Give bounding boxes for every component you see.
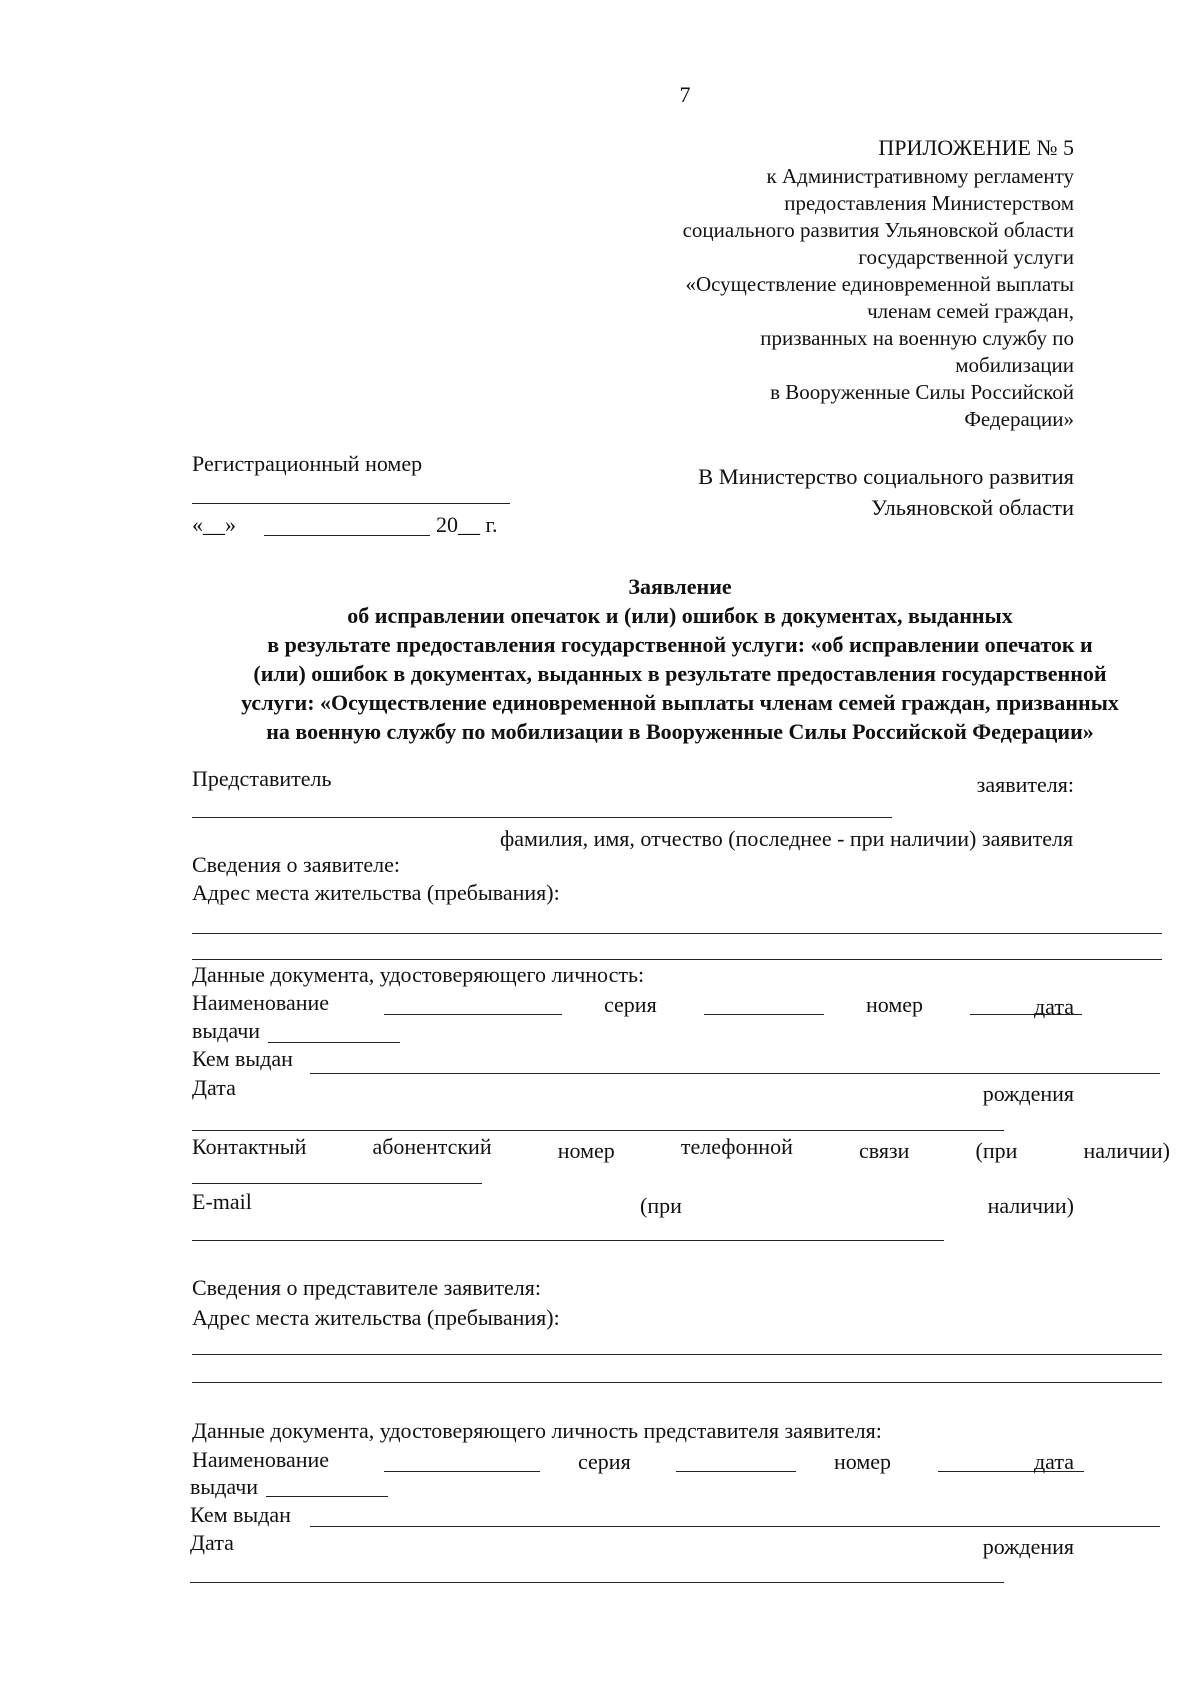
id-number-label: номер xyxy=(866,992,924,1017)
title-line: на военную службу по мобилизации в Вооруженные Силы Российской Федерации» xyxy=(266,719,1094,744)
issued-by-label: Кем выдан xyxy=(192,1046,293,1071)
addressee xyxy=(698,461,1074,523)
appendix-line: к Административному регламенту xyxy=(766,164,1074,188)
rep-issued-by-field[interactable] xyxy=(310,1526,1160,1527)
rep-address-field-line-2[interactable] xyxy=(192,1382,1162,1383)
appendix-line: Федерации» xyxy=(964,407,1074,431)
rep-birth-date-field[interactable] xyxy=(190,1582,1004,1583)
addressee-line: В Министерство социального развития xyxy=(698,464,1074,489)
fio-caption: фамилия, имя, отчество (последнее - при наличии) заявителя xyxy=(500,826,1074,851)
appendix-title: ПРИЛОЖЕНИЕ № 5 xyxy=(878,135,1074,160)
appendix-line: предоставления Министерством xyxy=(784,191,1074,215)
appendix-line: в Вооруженные Силы Российской xyxy=(770,380,1074,404)
id-issue-label: выдачи xyxy=(192,1018,261,1043)
rep-id-issue-date-field[interactable] xyxy=(266,1496,388,1497)
rep-id-doc-label: Данные документа, удостоверяющего личность представителя заявителя: xyxy=(192,1418,882,1443)
issued-by-field[interactable] xyxy=(310,1073,1160,1074)
email-label: E-mail xyxy=(192,1189,252,1214)
address-field-line-1[interactable] xyxy=(192,933,1162,934)
document-title xyxy=(190,572,1170,746)
title-line: об исправлении опечаток и (или) ошибок в документах, выданных xyxy=(347,603,1013,628)
phone-field[interactable] xyxy=(192,1183,482,1184)
address-label: Адрес места жительства (пребывания): xyxy=(192,880,560,905)
title-line: (или) ошибок в документах, выданных в результате предоставления государственной xyxy=(253,661,1107,686)
title-line: в результате предоставления государственной услуги: «об исправлении опечаток и xyxy=(267,632,1093,657)
phone-row xyxy=(192,1134,1170,1163)
id-doc-label: Данные документа, удостоверяющего личность: xyxy=(192,962,645,987)
rep-id-series-label: серия xyxy=(578,1449,631,1474)
addressee-line: Ульяновской области xyxy=(871,495,1074,520)
id-series-label: серия xyxy=(604,992,657,1017)
id-name-field[interactable] xyxy=(384,1014,562,1015)
phone-word: связи xyxy=(858,1138,910,1163)
rep-address-label: Адрес места жительства (пребывания): xyxy=(192,1305,560,1330)
page-number: 7 xyxy=(679,82,691,107)
appendix-line: призванных на военную службу по xyxy=(760,326,1074,350)
id-name-label: Наименование xyxy=(192,990,330,1015)
rep-info-heading: Сведения о представителе заявителя: xyxy=(192,1275,541,1300)
birth-date-field[interactable] xyxy=(192,1130,1004,1131)
email-available-label: наличии) xyxy=(987,1193,1074,1218)
phone-word: номер xyxy=(557,1138,615,1163)
id-issue-date-field[interactable] xyxy=(268,1042,400,1043)
rep-id-date-label: дата xyxy=(1033,1449,1074,1474)
registration-date-year: 20__ г. xyxy=(436,512,498,537)
id-series-field[interactable] xyxy=(704,1014,824,1015)
registration-month-field[interactable] xyxy=(264,535,430,536)
phone-word: Контактный xyxy=(192,1134,307,1159)
rep-id-name-label: Наименование xyxy=(192,1447,330,1472)
rep-birth-date-label: Дата xyxy=(190,1530,234,1555)
registration-label: Регистрационный номер xyxy=(192,451,423,476)
representative-applicant-label: заявителя: xyxy=(976,772,1074,797)
appendix-line: государственной услуги xyxy=(858,245,1074,269)
appendix-line: членам семей граждан, xyxy=(867,299,1074,323)
appendix-line: социального развития Ульяновской области xyxy=(682,218,1074,242)
appendix-line: «Осуществление единовременной выплаты xyxy=(685,272,1074,296)
phone-word: (при xyxy=(975,1138,1018,1163)
applicant-fio-field[interactable] xyxy=(192,817,892,818)
email-when-label: (при xyxy=(640,1193,682,1218)
appendix-line: мобилизации xyxy=(955,353,1074,377)
address-field-line-2[interactable] xyxy=(192,959,1162,960)
birth-date-label: Дата xyxy=(192,1075,236,1100)
phone-word: наличии) xyxy=(1083,1138,1170,1163)
title-line: услуги: «Осуществление единовременной выплаты членам семей граждан, призванных xyxy=(241,690,1119,715)
email-field[interactable] xyxy=(192,1240,944,1241)
birth-label-right: рождения xyxy=(982,1081,1074,1106)
phone-word: абонентский xyxy=(372,1134,492,1159)
rep-id-issue-label: выдачи xyxy=(190,1474,259,1499)
appendix-header xyxy=(683,134,1074,433)
title-heading: Заявление xyxy=(628,574,732,599)
rep-issued-by-label: Кем выдан xyxy=(190,1502,291,1527)
rep-id-series-field[interactable] xyxy=(676,1471,796,1472)
rep-id-name-field[interactable] xyxy=(384,1471,540,1472)
registration-number-field[interactable] xyxy=(192,503,510,504)
id-date-label: дата xyxy=(1033,994,1074,1019)
phone-word: телефонной xyxy=(680,1134,793,1159)
rep-birth-label-right: рождения xyxy=(982,1534,1074,1559)
rep-address-field-line-1[interactable] xyxy=(192,1354,1162,1355)
rep-id-number-label: номер xyxy=(834,1449,892,1474)
representative-label: Представитель xyxy=(192,766,332,791)
applicant-info-heading: Сведения о заявителе: xyxy=(192,852,401,877)
registration-date-prefix: «__» xyxy=(192,512,236,537)
